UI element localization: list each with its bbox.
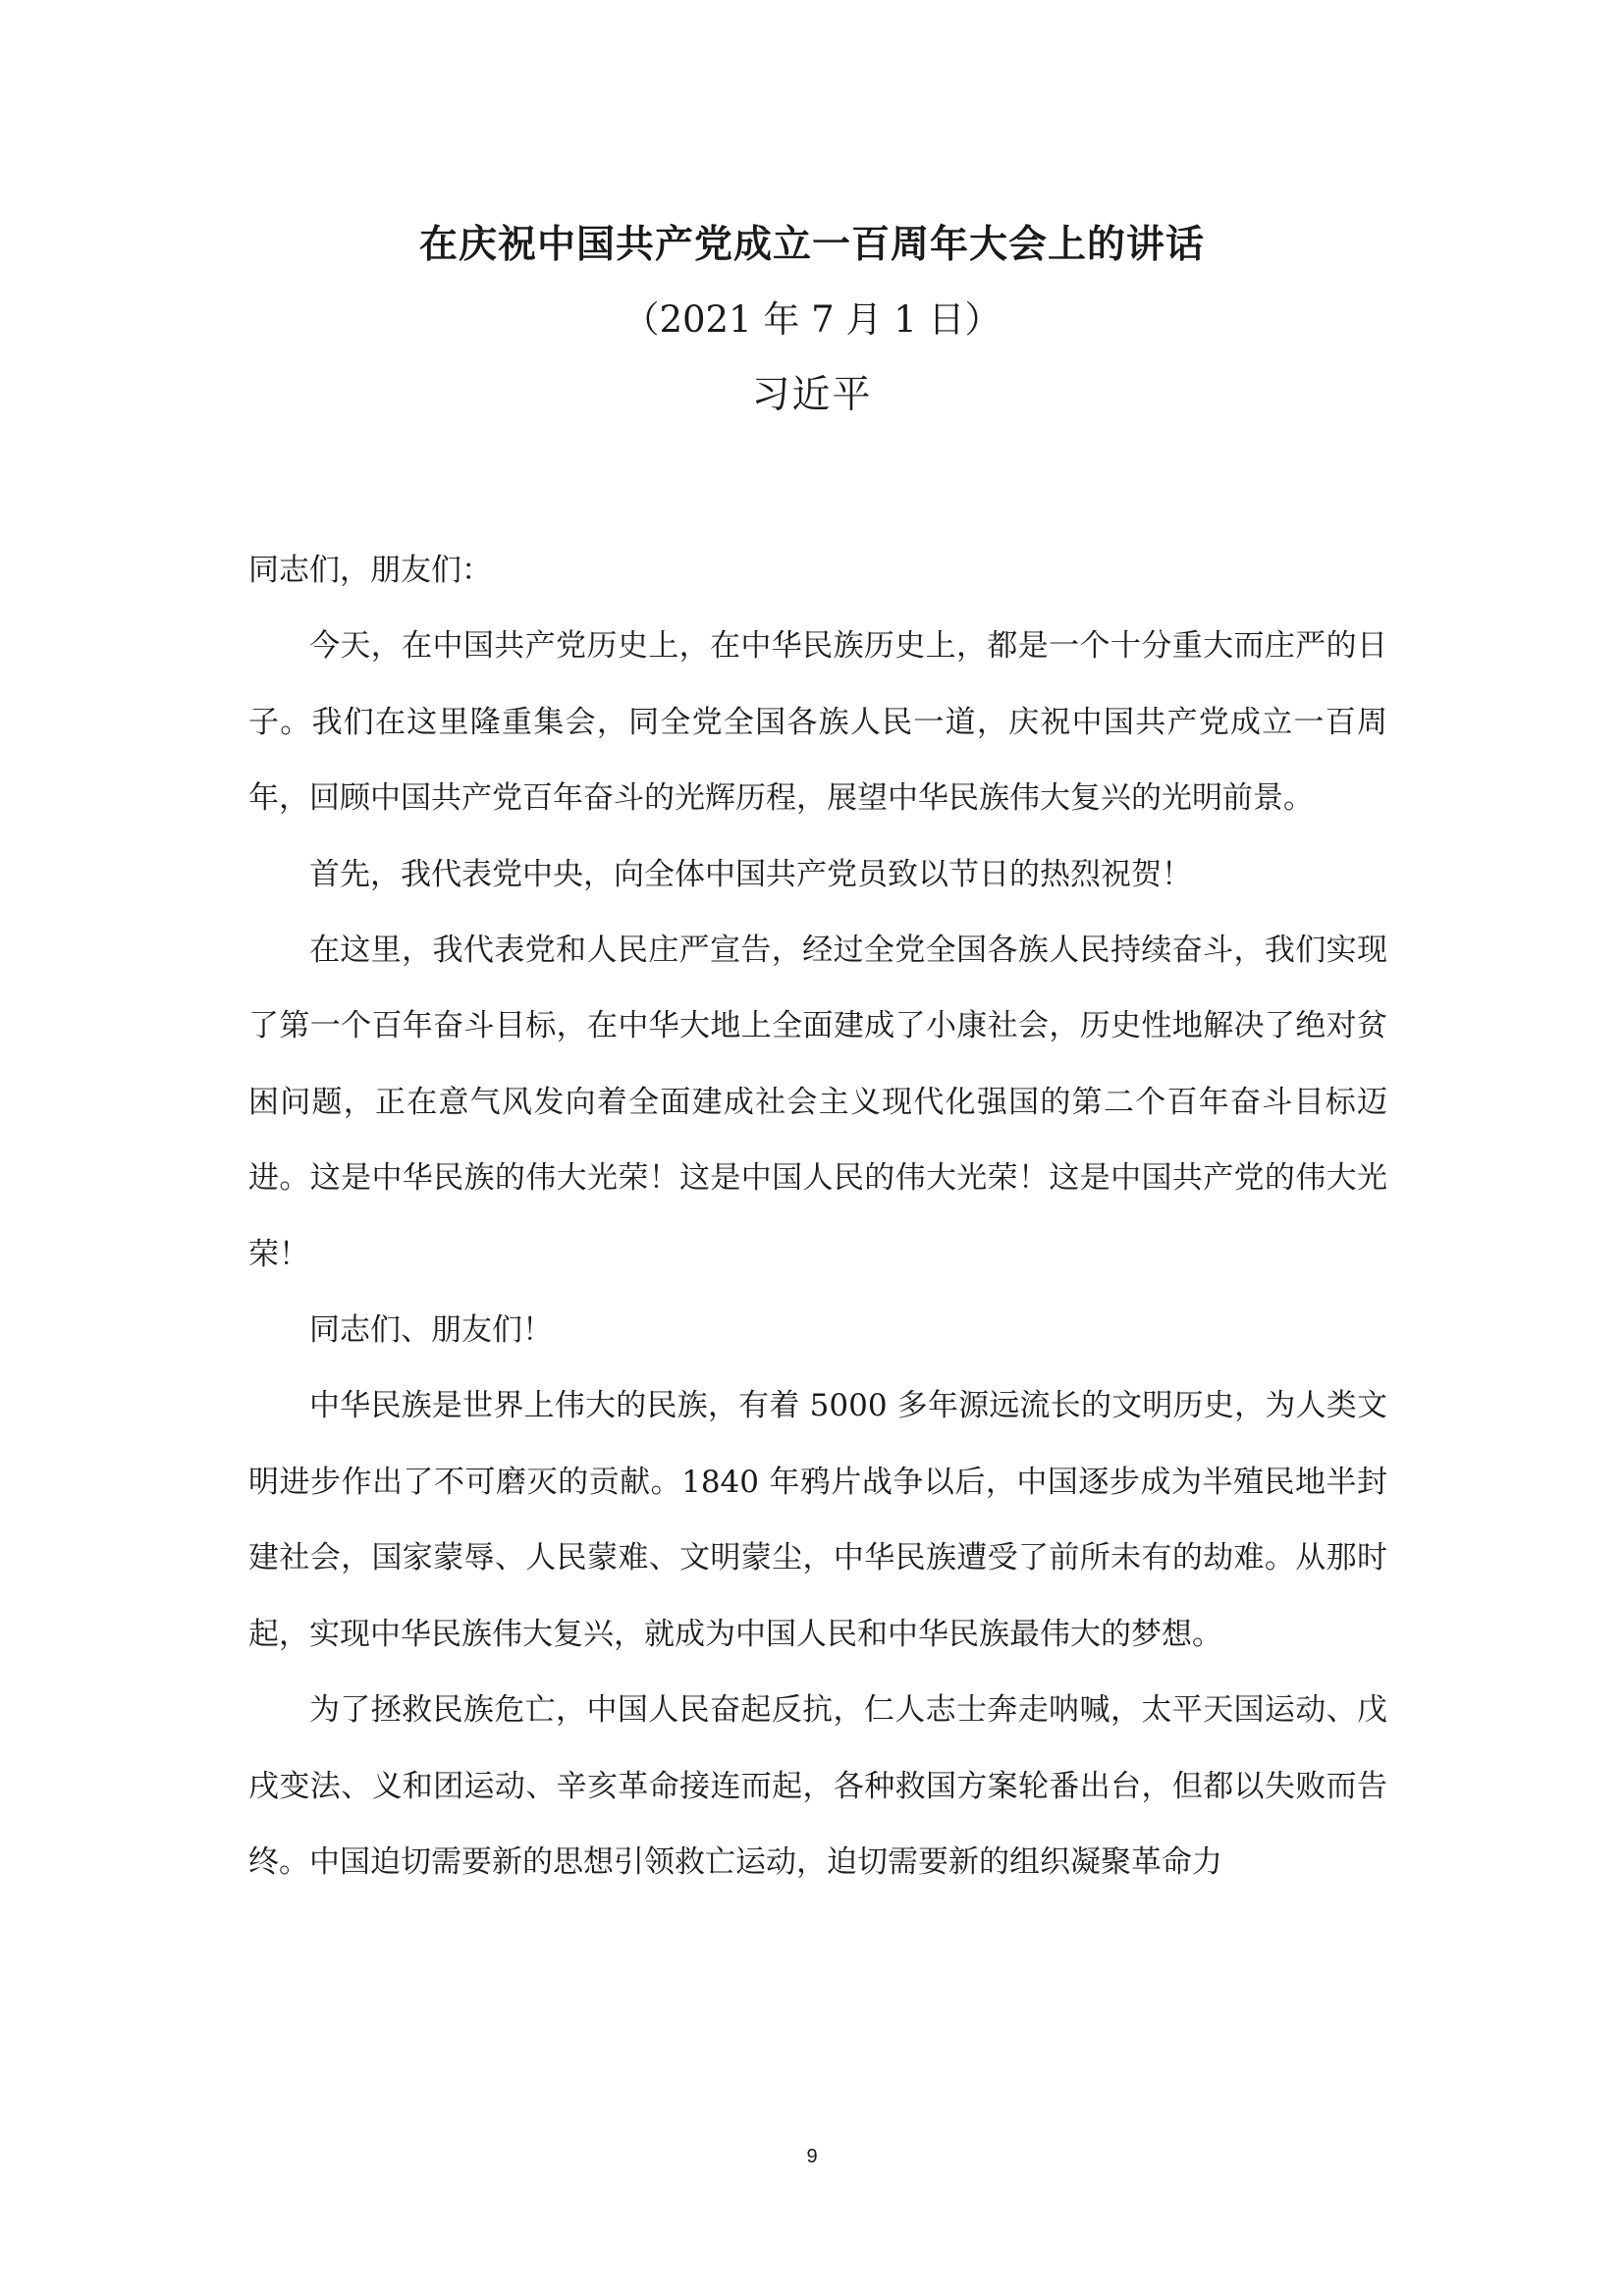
paragraph-salutation: 同志们，朋友们： (248, 553, 492, 588)
speech-author: 习近平 (751, 373, 873, 417)
page-number: 9 (806, 2146, 818, 2167)
paragraph: 在这里，我代表党和人民庄严宣告，经过全党全国各族人民持续奋斗，我们实现了第一个百年奋斗目标，在中华大地上全面建成了小康社会，历史性地解决了绝对贫困问题，正在意气风发向着全面建成社会主义现代化强国的第二个百年奋斗目标迈进。这是中华民族的伟大光荣！这是中国人民的伟大光荣！这是中国共产党的伟大光荣！ (248, 933, 1387, 1272)
speech-date: （2021 年 7 月 1 日） (623, 298, 1001, 341)
speech-body (248, 533, 1387, 1900)
paragraph: 首先，我代表党中央，向全体中国共产党员致以节日的热烈祝贺！ (309, 856, 1192, 892)
speech-title: 在庆祝中国共产党成立一百周年大会上的讲话 (418, 223, 1205, 267)
paragraph: 今天，在中国共产党历史上，在中华民族历史上，都是一个十分重大而庄严的日子。我们在这里隆重集会，同全党全国各族人民一道，庆祝中国共产党成立一百周年，回顾中国共产党百年奋斗的光辉历程，展望中华民族伟大复兴的光明前景。 (248, 628, 1387, 817)
paragraph: 为了拯救民族危亡，中国人民奋起反抗，仁人志士奔走呐喊，太平天国运动、戊戌变法、义和团运动、辛亥革命接连而起，各种救国方案轮番出台，但都以失败而告终。中国迫切需要新的思想引领救亡运动，迫切需要新的组织凝聚革命力 (248, 1692, 1387, 1880)
paragraph: 同志们、朋友们！ (309, 1312, 553, 1349)
paragraph: 中华民族是世界上伟大的民族，有着 5000 多年源远流长的文明历史，为人类文明进步作出了不可磨灭的贡献。1840 年鸦片战争以后，中国逐步成为半殖民地半封建社会，国家蒙辱、人民蒙难、文明蒙尘，中华民族遭受了前所未有的劫难。从那时起，实现中华民族伟大复兴，就成为中国人民和中华民族最伟大的梦想。 (248, 1388, 1387, 1652)
